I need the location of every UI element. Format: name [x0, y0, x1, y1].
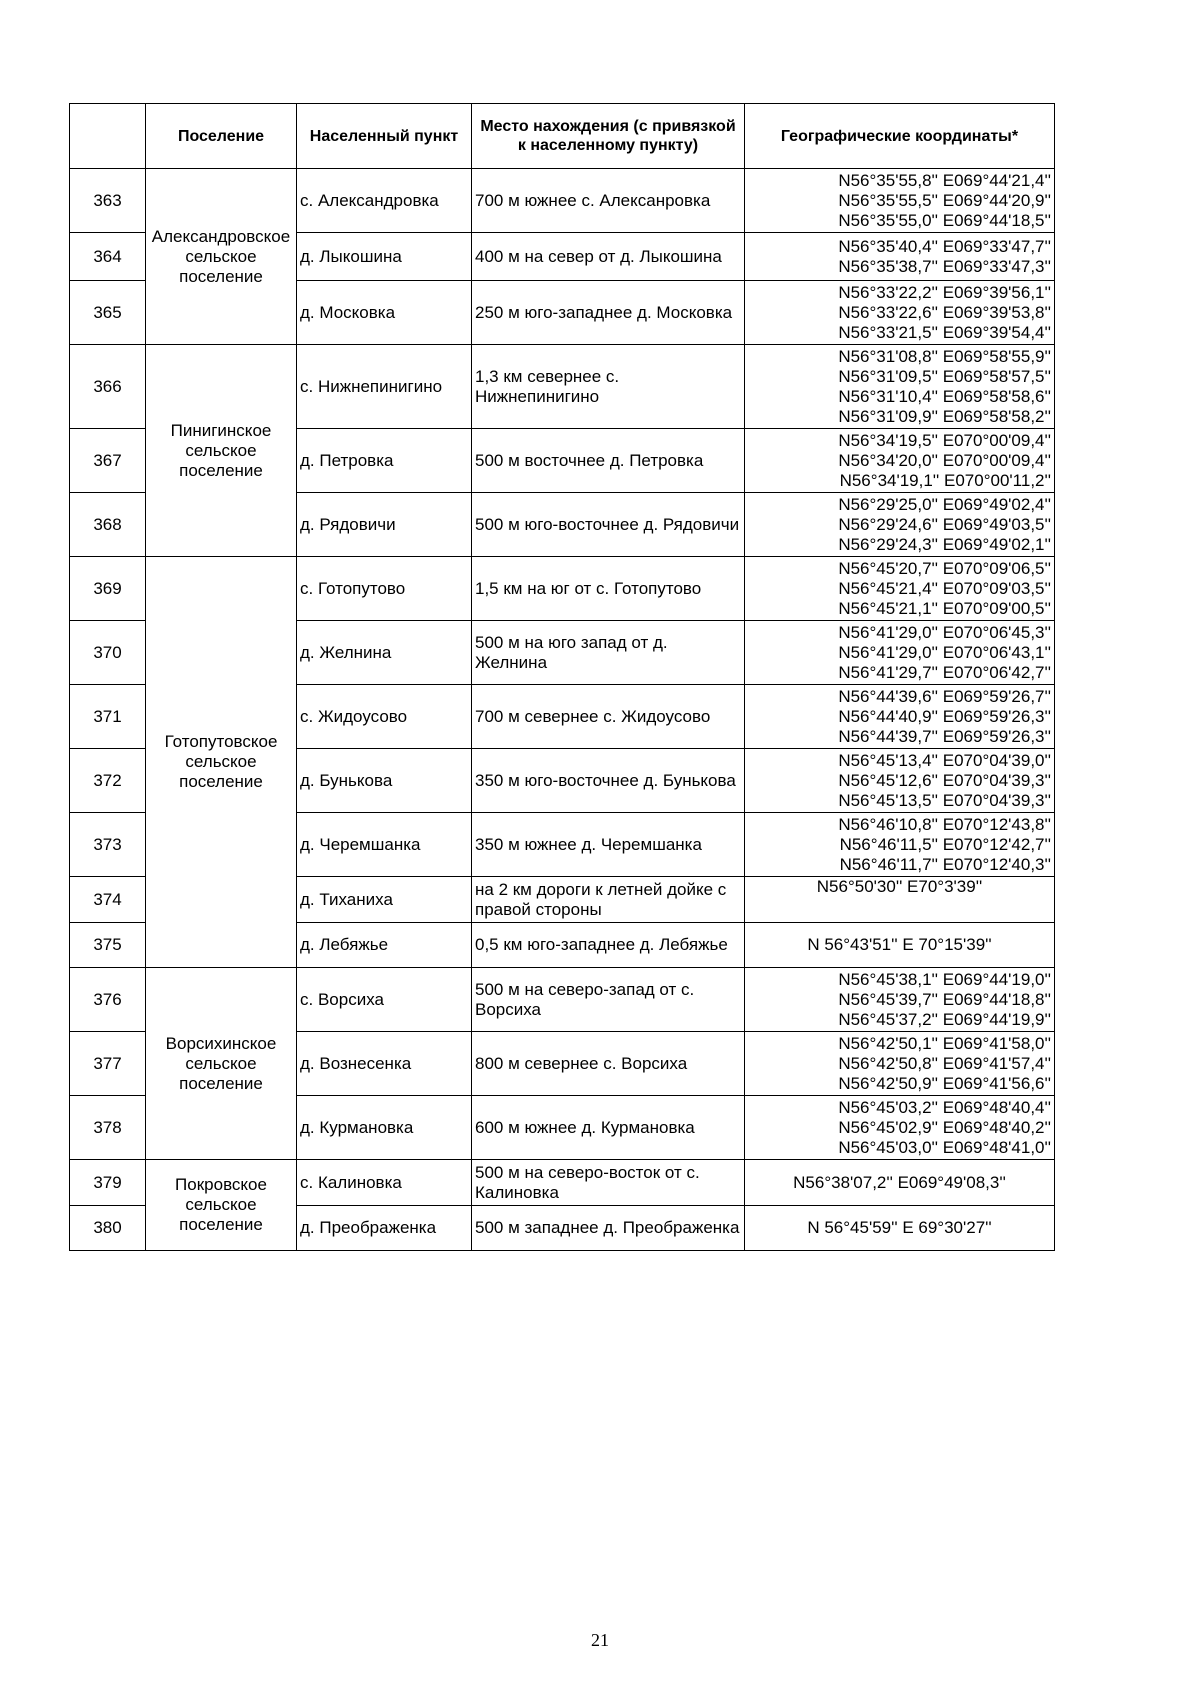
row-number: 376 [70, 968, 146, 1032]
coordinate-line: N56°34'20,0'' E070°00'09,4'' [838, 450, 1051, 470]
place-cell: д. Московка [297, 281, 472, 345]
location-cell: 350 м южнее д. Черемшанка [472, 813, 745, 877]
coordinate-line: N56°46'11,5'' E070°12'42,7'' [839, 834, 1051, 854]
location-cell: 1,5 км на юг от с. Готопутово [472, 557, 745, 621]
coords-cell [745, 923, 1055, 968]
table-row [70, 968, 1055, 1032]
coordinates-table [69, 103, 1055, 1251]
header-num [70, 104, 146, 169]
row-number: 368 [70, 493, 146, 557]
coords-cell [745, 169, 1055, 233]
location-cell: 1,3 км севернее с. Нижнепинигино [472, 345, 745, 429]
place-cell: д. Лебяжье [297, 923, 472, 968]
location-cell: 500 м на северо-запад от с. Ворсиха [472, 968, 745, 1032]
coords-cell [745, 493, 1055, 557]
coordinate-line: N56°35'38,7'' E069°33'47,3'' [838, 256, 1051, 276]
coordinate-line: N56°45'03,0'' E069°48'41,0'' [838, 1137, 1051, 1157]
location-cell: на 2 км дороги к летней дойке с правой стороны [472, 877, 745, 923]
coords-cell [745, 1206, 1055, 1251]
coordinate-line: N56°33'21,5'' E069°39'54,4'' [838, 322, 1051, 342]
coordinate-line: N56°45'02,9'' E069°48'40,2'' [838, 1117, 1051, 1137]
settlement-cell: Покровское сельское поселение [146, 1160, 297, 1251]
coordinate-line: N56°31'09,9'' E069°58'58,2'' [838, 406, 1051, 426]
place-cell: с. Калиновка [297, 1160, 472, 1206]
place-cell: д. Рядовичи [297, 493, 472, 557]
coordinate-line: N56°29'24,3'' E069°49'02,1'' [838, 534, 1051, 554]
table-row [70, 345, 1055, 429]
table-row [70, 1160, 1055, 1206]
row-number: 371 [70, 685, 146, 749]
location-cell: 600 м южнее д. Курмановка [472, 1096, 745, 1160]
row-number: 369 [70, 557, 146, 621]
place-cell: д. Желнина [297, 621, 472, 685]
header-coords: Географические координаты* [745, 104, 1055, 169]
coordinate-line: N56°45'13,5'' E070°04'39,3'' [838, 790, 1051, 810]
coords-cell [745, 749, 1055, 813]
coordinate-line: N56°42'50,9'' E069°41'56,6'' [838, 1073, 1051, 1093]
place-cell: с. Ворсиха [297, 968, 472, 1032]
coords-cell [745, 233, 1055, 281]
coordinate-line: N56°42'50,1'' E069°41'58,0'' [838, 1033, 1051, 1053]
coordinate-line: N56°31'10,4'' E069°58'58,6'' [838, 386, 1051, 406]
header-location: Место нахождения (с привязкой к населенному пункту) [472, 104, 745, 169]
coordinate-line: N56°45'38,1'' E069°44'19,0'' [838, 969, 1051, 989]
row-number: 379 [70, 1160, 146, 1206]
row-number: 377 [70, 1032, 146, 1096]
place-cell: д. Преображенка [297, 1206, 472, 1251]
coordinate-line: N56°44'39,7'' E069°59'26,3'' [838, 726, 1051, 746]
coordinate-line: N56°35'40,4'' E069°33'47,7'' [838, 236, 1051, 256]
coords-cell [745, 345, 1055, 429]
location-cell: 500 м западнее д. Преображенка [472, 1206, 745, 1251]
table-row [70, 169, 1055, 233]
coordinate-line: N56°45'21,4'' E070°09'03,5'' [838, 578, 1051, 598]
location-cell: 700 м севернее с. Жидоусово [472, 685, 745, 749]
coords-cell [745, 1160, 1055, 1206]
location-cell: 500 м на северо-восток от с. Калиновка [472, 1160, 745, 1206]
place-cell: д. Тиханиха [297, 877, 472, 923]
coordinate-line: N56°35'55,0'' E069°44'18,5'' [838, 210, 1051, 230]
location-cell: 500 м юго-восточнее д. Рядовичи [472, 493, 745, 557]
settlement-cell: Александровское сельское поселение [146, 169, 297, 345]
coordinate-line: N56°31'09,5'' E069°58'57,5'' [838, 366, 1051, 386]
coordinate-line: N56°33'22,6'' E069°39'53,8'' [838, 302, 1051, 322]
coordinate-line: N56°34'19,5'' E070°00'09,4'' [838, 430, 1051, 450]
coords-cell [745, 281, 1055, 345]
row-number: 367 [70, 429, 146, 493]
row-number: 363 [70, 169, 146, 233]
coordinate-line: N56°44'39,6'' E069°59'26,7'' [838, 686, 1051, 706]
coordinate-line: N56°42'50,8'' E069°41'57,4'' [838, 1053, 1051, 1073]
coords-cell [745, 429, 1055, 493]
coordinate-line: N56°45'20,7'' E070°09'06,5'' [838, 558, 1051, 578]
coordinate-line: N56°45'12,6'' E070°04'39,3'' [838, 770, 1051, 790]
coordinate-line: N56°35'55,5'' E069°44'20,9'' [838, 190, 1051, 210]
coordinate-line: N56°50'30'' E70°3'39'' [816, 877, 983, 896]
settlement-cell: Пинигинское сельское поселение [146, 345, 297, 557]
place-cell: д. Лыкошина [297, 233, 472, 281]
coordinate-line: N56°29'24,6'' E069°49'03,5'' [838, 514, 1051, 534]
location-cell: 350 м юго-восточнее д. Бунькова [472, 749, 745, 813]
location-cell: 500 м на юго запад от д. Желнина [472, 621, 745, 685]
coordinate-line: N56°41'29,0'' E070°06'43,1'' [838, 642, 1051, 662]
table-row [70, 557, 1055, 621]
settlement-cell: Готопутовское сельское поселение [146, 557, 297, 968]
row-number: 370 [70, 621, 146, 685]
location-cell: 0,5 км юго-западнее д. Лебяжье [472, 923, 745, 968]
location-cell: 800 м севернее с. Ворсиха [472, 1032, 745, 1096]
location-cell: 700 м южнее с. Алексанровка [472, 169, 745, 233]
coordinate-line: N56°41'29,0'' E070°06'45,3'' [838, 622, 1051, 642]
coordinate-line: N56°35'55,8'' E069°44'21,4'' [838, 170, 1051, 190]
place-cell: с. Александровка [297, 169, 472, 233]
place-cell: с. Жидоусово [297, 685, 472, 749]
coordinate-line: N56°45'13,4'' E070°04'39,0'' [838, 750, 1051, 770]
coordinate-line: N56°34'19,1'' E070°00'11,2'' [839, 470, 1051, 490]
location-cell: 250 м юго-западнее д. Московка [472, 281, 745, 345]
coordinate-line: N56°44'40,9'' E069°59'26,3'' [838, 706, 1051, 726]
coordinate-line: N56°41'29,7'' E070°06'42,7'' [838, 662, 1051, 682]
row-number: 374 [70, 877, 146, 923]
coords-cell [745, 1032, 1055, 1096]
row-number: 373 [70, 813, 146, 877]
row-number: 366 [70, 345, 146, 429]
row-number: 364 [70, 233, 146, 281]
coordinate-line: N56°45'03,2'' E069°48'40,4'' [838, 1097, 1051, 1117]
coords-cell [745, 968, 1055, 1032]
coords-cell [745, 813, 1055, 877]
place-cell: с. Нижнепинигино [297, 345, 472, 429]
coordinate-line: N 56°43'51'' E 70°15'39'' [807, 935, 992, 954]
coords-cell [745, 621, 1055, 685]
header-place: Населенный пункт [297, 104, 472, 169]
coordinate-line: N56°29'25,0'' E069°49'02,4'' [838, 494, 1051, 514]
row-number: 380 [70, 1206, 146, 1251]
coordinate-line: N56°46'11,7'' E070°12'40,3'' [839, 854, 1051, 874]
row-number: 375 [70, 923, 146, 968]
place-cell: д. Петровка [297, 429, 472, 493]
row-number: 378 [70, 1096, 146, 1160]
coordinate-line: N56°45'37,2'' E069°44'19,9'' [838, 1009, 1051, 1029]
coords-cell [745, 1096, 1055, 1160]
row-number: 372 [70, 749, 146, 813]
table-body [70, 169, 1055, 1251]
header-settlement: Поселение [146, 104, 297, 169]
coords-cell [745, 557, 1055, 621]
place-cell: д. Бунькова [297, 749, 472, 813]
place-cell: д. Вознесенка [297, 1032, 472, 1096]
coordinate-line: N56°38'07,2'' E069°49'08,3'' [793, 1172, 1006, 1192]
place-cell: с. Готопутово [297, 557, 472, 621]
row-number: 365 [70, 281, 146, 345]
coordinate-line: N 56°45'59'' E 69°30'27'' [807, 1218, 992, 1237]
place-cell: д. Черемшанка [297, 813, 472, 877]
settlement-cell: Ворсихинское сельское поселение [146, 968, 297, 1160]
table-header-row [70, 104, 1055, 169]
location-cell: 500 м восточнее д. Петровка [472, 429, 745, 493]
place-cell: д. Курмановка [297, 1096, 472, 1160]
coordinate-line: N56°46'10,8'' E070°12'43,8'' [838, 814, 1051, 834]
coordinate-line: N56°31'08,8'' E069°58'55,9'' [838, 346, 1051, 366]
coords-cell [745, 685, 1055, 749]
page-number: 21 [591, 1630, 609, 1650]
coordinate-line: N56°45'21,1'' E070°09'00,5'' [838, 598, 1051, 618]
location-cell: 400 м на север от д. Лыкошина [472, 233, 745, 281]
coordinate-line: N56°45'39,7'' E069°44'18,8'' [838, 989, 1051, 1009]
coords-cell [745, 877, 1055, 923]
coordinate-line: N56°33'22,2'' E069°39'56,1'' [838, 282, 1051, 302]
